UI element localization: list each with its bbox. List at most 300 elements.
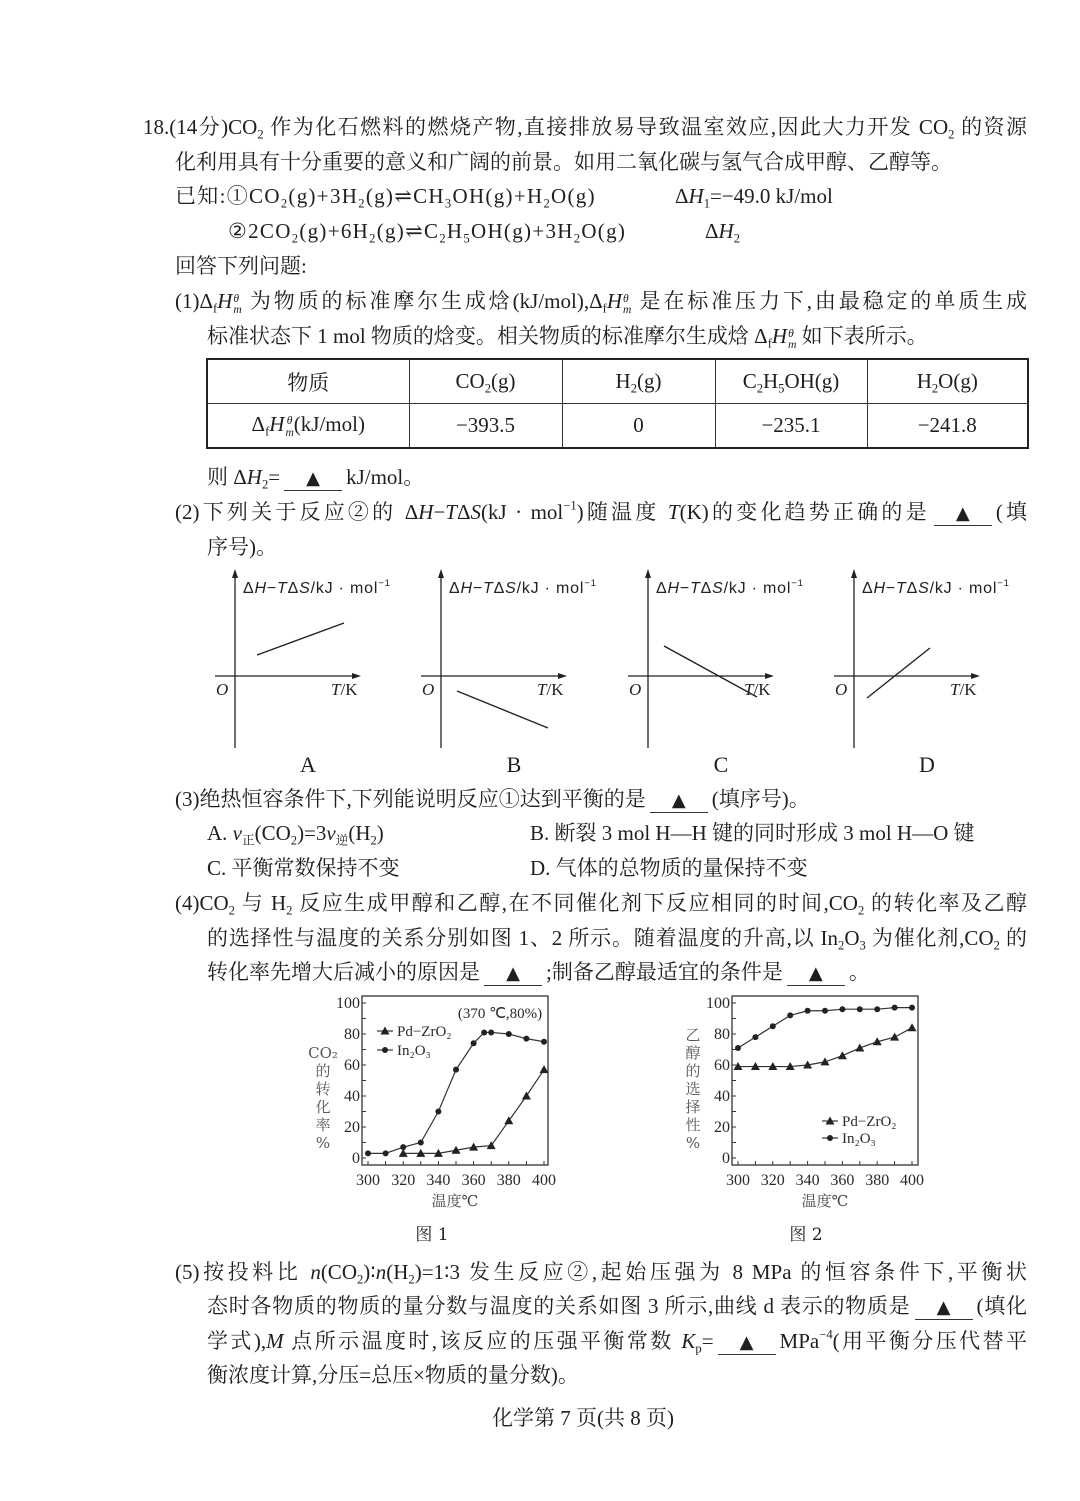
question-intro-line-2 [175, 148, 952, 176]
y-tick-label: 20 [714, 1119, 730, 1136]
italic-symbol: O [629, 680, 642, 699]
reaction-equation-2 [228, 217, 626, 245]
delta: Δ [199, 289, 214, 313]
sup-sub-stack [285, 416, 293, 439]
superscript: −4 [819, 1327, 833, 1342]
italic-symbol: H [418, 500, 434, 524]
subscript: 2 [756, 380, 763, 395]
text-run: 则 Δ [207, 465, 247, 489]
text-run: 18.(14分)CO [143, 115, 258, 139]
y-tick-label: 100 [336, 995, 360, 1012]
series-line-in2o3 [368, 1032, 544, 1153]
standard-enthalpy-symbol [589, 289, 632, 317]
graph-y-axis-label [243, 579, 391, 598]
y-axis-label: 转 [315, 1080, 331, 1098]
graph-origin-label [629, 680, 641, 700]
text-run: (CO [254, 821, 291, 845]
y-axis-label: 醇 [685, 1044, 701, 1062]
data-point-in2o3 [892, 1005, 898, 1011]
subscript: 3 [444, 196, 453, 211]
italic-symbol: H [254, 580, 267, 598]
text-run: A. [207, 821, 233, 845]
part1-line-2 [207, 322, 928, 350]
data-point-pd-zro2 [522, 1092, 531, 1100]
x-axis-arrow-icon [352, 673, 361, 679]
italic-symbol: H [460, 580, 473, 598]
superscript: −1 [378, 578, 391, 589]
subscript: f [602, 301, 607, 316]
graph-y-axis-label [449, 579, 597, 598]
text-run: /kJ · mol [310, 580, 379, 598]
page-footer: 化学第 7 页(共 8 页) [492, 1406, 674, 1430]
series-line-pd-zro2 [403, 1070, 544, 1154]
italic-symbol: T [331, 680, 341, 699]
subscript: 2 [370, 833, 377, 848]
data-point-in2o3 [541, 1039, 547, 1045]
y-tick-label: 60 [714, 1057, 730, 1074]
superscript: θ [286, 415, 293, 428]
italic-symbol: v [326, 821, 336, 845]
y-axis-label: CO₂ [308, 1044, 338, 1062]
data-point-pd-zro2 [908, 1023, 917, 1031]
graph-option-letter: D [919, 752, 935, 777]
subscript: f [265, 424, 270, 439]
italic-symbol: H [771, 324, 788, 348]
superscript: −1 [563, 498, 577, 513]
italic-symbol: S [918, 580, 930, 598]
data-point-in2o3 [857, 1006, 863, 1012]
delta: Δ [251, 411, 266, 436]
x-tick-label: 320 [760, 1172, 785, 1189]
italic-symbol: T [277, 580, 288, 598]
italic-symbol: T [950, 680, 960, 699]
legend-label: In₂O₃ [397, 1043, 431, 1059]
text-run: D. 气体的总物质的量保持不变 [530, 856, 808, 880]
y-tick-label: 60 [344, 1057, 360, 1074]
text-run: − [433, 500, 446, 524]
text-run: (g)+3H [288, 184, 359, 208]
data-point-in2o3 [822, 1008, 828, 1014]
y-tick-label: 0 [352, 1150, 360, 1167]
text-run: ②2CO [228, 219, 292, 243]
data-point-in2o3 [471, 1040, 477, 1046]
table-header-row [207, 359, 1028, 404]
text-run: − [679, 580, 691, 598]
text-run: )=3 [297, 821, 327, 845]
y-tick-label: 100 [706, 995, 730, 1012]
text-run: (kJ/mol) [293, 411, 365, 436]
answer-blank: ▲ [650, 790, 708, 813]
text-run: 为物质的标准摩尔生成焓(kJ/mol), [241, 289, 590, 313]
text-run: O(g) [938, 368, 978, 393]
subscript: 2 [257, 127, 264, 142]
text-run: =−49.0 kJ/mol [709, 184, 833, 208]
trend-line [867, 648, 930, 698]
data-point-in2o3 [839, 1006, 845, 1012]
text-run: Δ [906, 580, 919, 598]
text-run: − [472, 580, 484, 598]
subscript: 2 [261, 477, 269, 492]
text-run: (CO [320, 1260, 357, 1284]
italic-symbol: H [606, 289, 622, 313]
table-cell [207, 404, 409, 449]
figure-caption: 图 1 [415, 1225, 449, 1245]
text-run: (3)绝热恒容条件下,下列能说明反应①达到平衡的是 [175, 787, 646, 811]
reaction-enthalpy-1 [675, 182, 833, 210]
subscript: 2 [573, 231, 582, 246]
part4-line-3 [207, 958, 870, 986]
answer-blank: ▲ [284, 468, 342, 491]
text-run: 序号)。 [207, 535, 277, 559]
text-run: 化利用具有十分重要的意义和广阔的前景。如用二氧化碳与氢气合成甲醇、乙醇等。 [175, 150, 952, 174]
text-run: 与 H [234, 891, 287, 915]
x-tick-label: 300 [356, 1172, 380, 1189]
part5-line-4 [207, 1361, 579, 1389]
graph-option-b [411, 565, 611, 780]
italic-symbol: n [310, 1260, 321, 1284]
text-run: (填 [995, 500, 1028, 524]
subscript: 正 [242, 833, 255, 848]
delta: Δ [589, 289, 603, 313]
text-run: Δ [243, 580, 255, 598]
data-point-in2o3 [805, 1008, 811, 1014]
text-run: = [268, 465, 281, 489]
text-run: Δ [862, 580, 874, 598]
legend-marker-icon [827, 1135, 833, 1141]
data-point-in2o3 [383, 1150, 389, 1156]
part3-option-c [207, 854, 400, 882]
text-run: CO [455, 368, 485, 393]
figure-1-co2-conversion-chart [300, 990, 560, 1250]
text-run: (g)⇌C [376, 219, 440, 243]
text-run: −235.1 [761, 413, 821, 437]
text-run: 已知:①CO [175, 184, 281, 208]
y-axis-label: 的 [315, 1062, 331, 1080]
table-header-cell [715, 359, 867, 404]
answer-prompt [175, 252, 307, 280]
italic-symbol: H [246, 465, 262, 489]
subscript: 5 [778, 380, 785, 395]
y-axis-arrow-icon [232, 569, 238, 578]
graph-x-axis-label [331, 680, 357, 700]
italic-symbol: H [217, 289, 233, 313]
y-tick-label: 40 [344, 1088, 360, 1105]
y-axis-arrow-icon [645, 569, 651, 578]
text-run: Δ [705, 219, 719, 243]
x-tick-label: 380 [496, 1172, 521, 1189]
text-run: 回答下列问题: [175, 254, 307, 278]
data-point-pd-zro2 [504, 1116, 513, 1124]
text-run: (K)的变化趋势正确的是 [679, 500, 930, 524]
trend-line [257, 623, 344, 655]
italic-symbol: H [718, 219, 734, 243]
text-run: /kJ · mol [723, 580, 792, 598]
answer-blank: ▲ [718, 1332, 776, 1355]
part1-line-1 [175, 287, 1027, 315]
reaction-enthalpy-2 [705, 217, 740, 245]
x-tick-label: 300 [726, 1172, 750, 1189]
text-run: Δ [493, 580, 506, 598]
part1-answer-line [207, 463, 424, 491]
text-run: (g) [636, 368, 662, 393]
y-tick-label: 20 [344, 1119, 360, 1136]
text-run: − [266, 580, 278, 598]
y-axis-arrow-icon [438, 569, 444, 578]
y-axis-label: 性 [685, 1116, 701, 1134]
trend-line [457, 691, 548, 728]
subscript: 2 [408, 1272, 415, 1287]
text-run: −393.5 [455, 413, 516, 437]
subscript: 逆 [335, 833, 349, 848]
part2-line-2 [207, 533, 277, 561]
data-point-in2o3 [770, 1023, 776, 1029]
text-run: (填序号)。 [711, 787, 810, 811]
answer-blank: ▲ [787, 963, 845, 986]
graph-origin-label [422, 680, 434, 700]
reaction-equation-1 [175, 182, 596, 210]
sup-sub-stack [233, 294, 241, 317]
data-point-in2o3 [506, 1031, 512, 1037]
y-tick-label: 0 [722, 1150, 730, 1167]
text-run: 学式), [207, 1329, 267, 1353]
text-run: 的资源 [954, 115, 1027, 139]
text-run: MPa [779, 1329, 820, 1353]
superscript: −1 [791, 578, 804, 589]
text-run: O(g) [581, 219, 627, 243]
text-run: 作为化石燃料的燃烧产物,直接排放易导致温室效应,因此大力开发 CO [263, 115, 949, 139]
text-run: 为催化剂,CO [865, 926, 994, 950]
data-point-pd-zro2 [838, 1051, 847, 1059]
text-run: 。 [848, 960, 870, 984]
text-run: H [446, 219, 464, 243]
text-run: 标准状态下 1 mol 物质的焓变。相关物质的标准摩尔生成焓 [207, 324, 755, 348]
superscript: θ [788, 327, 794, 340]
italic-symbol: O [422, 680, 435, 699]
data-point-pd-zro2 [540, 1065, 549, 1073]
italic-symbol: T [744, 680, 754, 699]
standard-enthalpy-symbol [754, 324, 797, 352]
text-run: /K [959, 680, 977, 699]
text-run: 衡浓度计算,分压=总压×物质的量分数)。 [207, 1363, 579, 1387]
text-run: /kJ · mol [929, 580, 998, 598]
text-run: 转化率先增大后减小的原因是 [207, 960, 480, 984]
graph-x-axis-label [950, 680, 976, 700]
graph-y-axis-label [862, 579, 1010, 598]
italic-symbol: M [266, 1329, 284, 1353]
enthalpy-table [206, 358, 1029, 449]
data-point-in2o3 [523, 1036, 529, 1042]
subscript: 2 [356, 1272, 364, 1287]
italic-symbol: S [299, 580, 311, 598]
graph-x-axis-label [537, 680, 563, 700]
text-run: (5)按投料比 [175, 1260, 311, 1284]
italic-symbol: H [667, 580, 680, 598]
data-point-in2o3 [735, 1045, 741, 1051]
subscript: 2 [291, 231, 300, 246]
superscript: θ [623, 292, 629, 305]
subscript: 2 [543, 196, 552, 211]
italic-symbol: T [690, 580, 701, 598]
text-run: 反应生成甲醇和乙醇,在不同催化剂下反应相同的时间,CO [292, 891, 858, 915]
text-run: /K [753, 680, 771, 699]
x-axis-arrow-icon [558, 673, 567, 679]
table-cell [409, 404, 562, 449]
text-run: (用平衡分压代替平 [832, 1329, 1027, 1353]
text-run: Δ [700, 580, 713, 598]
subscript: 2 [948, 127, 955, 142]
text-run: ;制备乙醇最适宜的条件是 [546, 960, 783, 984]
subscript: m [788, 339, 797, 352]
subscript: 2 [280, 196, 289, 211]
y-tick-label: 40 [714, 1088, 730, 1105]
text-run: OH(g) [784, 368, 840, 393]
part5-line-1 [175, 1258, 1027, 1286]
x-tick-label: 360 [461, 1172, 486, 1189]
subscript: 2 [931, 380, 939, 395]
text-run: (g)+6H [299, 219, 370, 243]
y-axis-label: 率 [315, 1116, 331, 1134]
italic-symbol: H [688, 184, 704, 208]
italic-symbol: T [445, 500, 457, 524]
subscript: 2 [838, 938, 845, 953]
question-intro-line-1 [143, 113, 1027, 141]
y-axis-label: % [685, 1134, 701, 1152]
graph-origin-label [835, 680, 847, 700]
graph-option-a [205, 565, 405, 780]
chart-annotation: (370 ℃,80%) [457, 1006, 543, 1022]
subscript: m [285, 426, 294, 439]
text-run: = [701, 1329, 714, 1353]
text-run: C. 平衡常数保持不变 [207, 856, 400, 880]
italic-symbol: S [712, 580, 724, 598]
text-run: 的转化率及乙醇 [864, 891, 1028, 915]
y-tick-label: 80 [714, 1026, 730, 1043]
text-run: (g)⇌CH [365, 184, 445, 208]
text-run: kJ/mol。 [346, 465, 425, 489]
italic-symbol: S [505, 580, 517, 598]
legend-marker-icon [382, 1047, 388, 1053]
text-run: (H [386, 1260, 409, 1284]
italic-symbol: T [896, 580, 907, 598]
subscript: m [623, 304, 632, 317]
data-point-pd-zro2 [487, 1141, 496, 1149]
italic-symbol: H [873, 580, 886, 598]
y-axis-label: % [315, 1134, 331, 1152]
graph-y-axis-label [656, 579, 804, 598]
figure-caption: 图 2 [789, 1225, 823, 1245]
text-run: OH(g)+H [452, 184, 544, 208]
text-run: H [916, 368, 932, 393]
y-axis-label: 的 [685, 1062, 701, 1080]
x-tick-label: 380 [865, 1172, 890, 1189]
x-tick-label: 340 [795, 1172, 820, 1189]
text-run: OH(g)+3H [471, 219, 574, 243]
table-cell [867, 404, 1028, 449]
text-run: 是在标准压力下,由最稳定的单质生成 [631, 289, 1028, 313]
table-row [207, 404, 1028, 449]
answer-blank: ▲ [484, 963, 542, 986]
text-run: 的 [999, 926, 1027, 950]
data-point-in2o3 [418, 1140, 424, 1146]
text-run: O(g) [551, 184, 596, 208]
graph-origin-label [216, 680, 228, 700]
text-run: − [885, 580, 897, 598]
subscript: 2 [630, 380, 637, 395]
y-axis-label: 乙 [685, 1026, 701, 1044]
x-axis-label: 温度℃ [431, 1192, 479, 1210]
graph-option-letter: A [300, 752, 316, 777]
data-point-in2o3 [435, 1109, 441, 1115]
subscript: 2 [857, 903, 865, 918]
text-run: (4)CO [175, 891, 229, 915]
superscript: −1 [997, 578, 1010, 589]
italic-symbol: H [269, 411, 285, 436]
y-tick-label: 80 [344, 1026, 360, 1043]
x-axis-label: 温度℃ [801, 1192, 849, 1210]
text-run: Δ [456, 500, 471, 524]
table-cell [562, 404, 715, 449]
graph-option-d [824, 565, 1024, 780]
italic-symbol: S [470, 500, 481, 524]
text-run: 0 [633, 413, 644, 437]
text-run: Δ [675, 184, 689, 208]
table-header-cell [867, 359, 1028, 404]
text-run: 态时各物质的物质的量分数与温度的关系如图 3 所示,曲线 d 表示的物质是 [207, 1294, 911, 1318]
subscript: 2 [484, 380, 491, 395]
part5-line-3 [207, 1327, 1027, 1355]
part2-line-1 [175, 498, 1027, 526]
standard-enthalpy-symbol [251, 411, 294, 439]
data-point-in2o3 [453, 1067, 459, 1073]
subscript: f [213, 301, 218, 316]
text-run: (kJ · mol [481, 500, 564, 524]
text-run: B. 断裂 3 mol H—H 键的同时形成 3 mol H—O 键 [530, 821, 975, 845]
x-tick-label: 320 [391, 1172, 416, 1189]
subscript: 5 [463, 231, 471, 246]
data-point-in2o3 [365, 1150, 371, 1156]
text-run: H [615, 368, 631, 393]
y-axis-label: 化 [315, 1098, 331, 1116]
subscript: 1 [703, 196, 710, 211]
subscript: m [233, 304, 242, 317]
text-run: 点所示温度时,该反应的压强平衡常数 [283, 1329, 682, 1353]
subscript: 2 [993, 938, 1000, 953]
data-point-in2o3 [874, 1006, 880, 1012]
data-point-in2o3 [481, 1029, 487, 1035]
superscript: θ [233, 292, 240, 305]
standard-enthalpy-symbol [199, 289, 242, 317]
subscript: 2 [290, 833, 298, 848]
part5-line-2 [207, 1292, 1027, 1320]
data-point-in2o3 [400, 1144, 406, 1150]
graph-x-axis-label [744, 680, 770, 700]
delta: Δ [754, 324, 768, 348]
table-header-cell [409, 359, 562, 404]
subscript: 3 [859, 938, 866, 953]
table-cell [715, 404, 867, 449]
part4-line-2 [207, 924, 1027, 952]
text-run: (2)下列关于反应②的 Δ [175, 500, 419, 524]
italic-symbol: O [216, 680, 229, 699]
answer-blank: ▲ [915, 1297, 973, 1320]
data-point-in2o3 [488, 1029, 494, 1035]
text-run: 的选择性与温度的关系分别如图 1、2 所示。随着温度的升高,以 In [207, 926, 839, 950]
text-run: (g) [490, 368, 516, 393]
part3-line-1 [175, 785, 810, 813]
data-point-in2o3 [752, 1034, 758, 1040]
subscript: 2 [733, 231, 740, 246]
subscript: 2 [439, 231, 447, 246]
